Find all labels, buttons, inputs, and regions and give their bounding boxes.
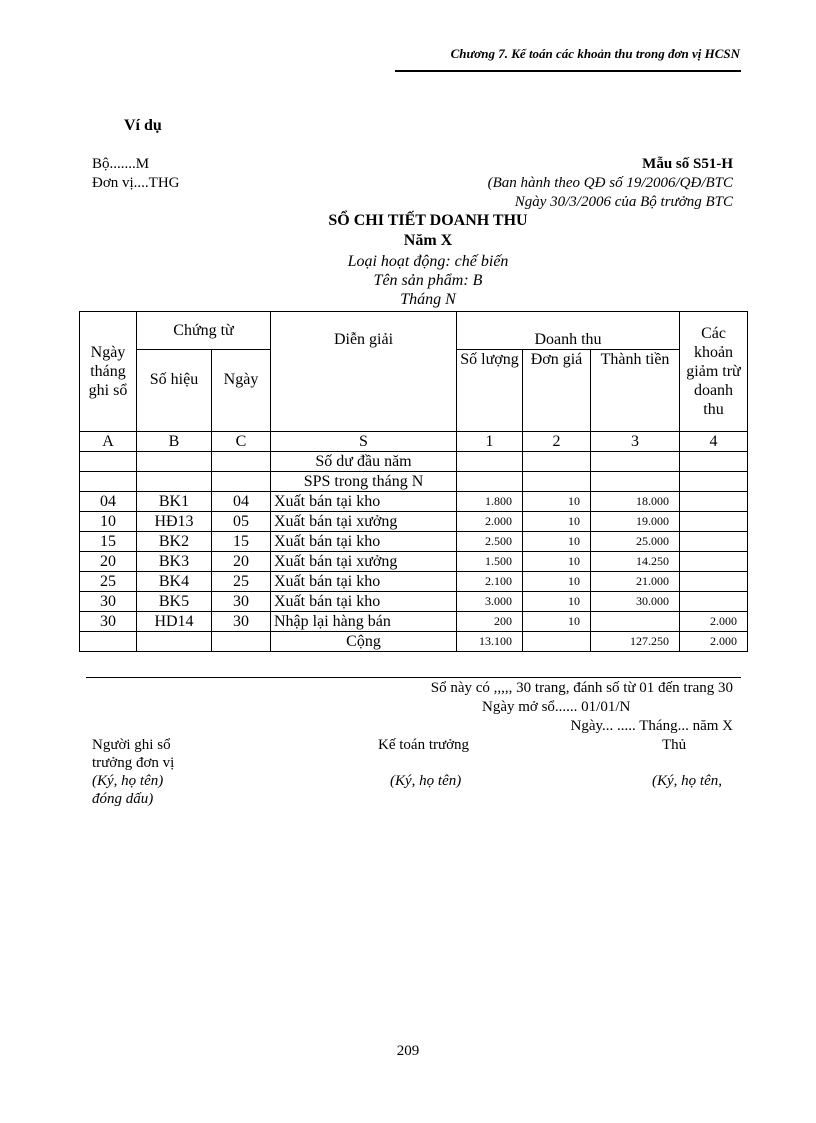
- row-voucher-day: 15: [212, 532, 271, 552]
- row-voucher-no: BK3: [137, 552, 212, 572]
- row-quantity: 1.500: [457, 552, 523, 572]
- chief-accountant-title: Kế toán trưởng: [378, 737, 470, 753]
- total-quantity: 13.100: [457, 632, 523, 652]
- header-revenue: Doanh thu: [457, 312, 680, 350]
- header-voucher-day: Ngày: [212, 350, 271, 432]
- recorder-title: Người ghi sổ: [92, 737, 171, 753]
- row-quantity: 2.500: [457, 532, 523, 552]
- form-issued-line2: Ngày 30/3/2006 của Bộ trưởng BTC: [514, 194, 733, 210]
- row-description: Xuất bán tại xưởng: [271, 512, 457, 532]
- row-voucher-no: BK4: [137, 572, 212, 592]
- code-cell: B: [137, 432, 212, 452]
- row-voucher-no: HĐ13: [137, 512, 212, 532]
- chapter-header: Chương 7. Kế toán các khoản thu trong đơn vị HCSN: [450, 46, 740, 61]
- total-amount: 127.250: [591, 632, 680, 652]
- activity-type: Loại hoạt động: chế biến: [347, 253, 509, 270]
- row-amount: 14.250: [591, 552, 680, 572]
- table-row: [80, 572, 748, 592]
- table-row: [80, 612, 748, 632]
- row-amount: 18.000: [591, 492, 680, 512]
- table-row: [80, 532, 748, 552]
- head-title-part2: trưởng đơn vị: [92, 755, 175, 771]
- row-deduction: [680, 552, 748, 572]
- code-cell: S: [271, 432, 457, 452]
- open-date: Ngày mở sổ...... 01/01/N: [482, 699, 631, 715]
- row-voucher-no: BK1: [137, 492, 212, 512]
- row-voucher-no: BK2: [137, 532, 212, 552]
- ledger-title: SỔ CHI TIẾT DOANH THU: [328, 212, 528, 229]
- head-title-part1: Thủ: [662, 737, 687, 753]
- row-description: Xuất bán tại kho: [271, 572, 457, 592]
- header-date: Ngày tháng ghi sổ: [80, 312, 137, 432]
- row-deduction: [680, 492, 748, 512]
- row-voucher-day: 25: [212, 572, 271, 592]
- row-unit-price: 10: [523, 532, 591, 552]
- total-deduction: 2.000: [680, 632, 748, 652]
- code-cell: C: [212, 432, 271, 452]
- header-unit-price: Đơn giá: [523, 350, 591, 432]
- accountant-signature-note: (Ký, họ tên): [390, 773, 462, 789]
- code-cell: 3: [591, 432, 680, 452]
- recorder-signature-note: (Ký, họ tên): [92, 773, 164, 789]
- row-amount: 19.000: [591, 512, 680, 532]
- row-quantity: 2.100: [457, 572, 523, 592]
- row-quantity: 200: [457, 612, 523, 632]
- ministry-label: Bộ.......M: [92, 156, 150, 172]
- row-unit-price: 10: [523, 492, 591, 512]
- row-amount: [591, 612, 680, 632]
- ledger-month: Tháng N: [400, 291, 456, 308]
- code-cell: 1: [457, 432, 523, 452]
- opening-balance-label: Số dư đầu năm: [271, 452, 457, 472]
- row-quantity: 3.000: [457, 592, 523, 612]
- row-description: Xuất bán tại kho: [271, 492, 457, 512]
- period-label: SPS trong tháng N: [271, 472, 457, 492]
- row-description: Xuất bán tại kho: [271, 532, 457, 552]
- form-code: Mẫu số S51-H: [642, 156, 733, 172]
- ledger-year: Năm X: [403, 232, 453, 249]
- row-deduction: [680, 592, 748, 612]
- table-row: [80, 592, 748, 612]
- row-date: 20: [80, 552, 137, 572]
- unit-label: Đơn vị....THG: [92, 175, 180, 191]
- row-voucher-day: 30: [212, 592, 271, 612]
- row-unit-price: 10: [523, 612, 591, 632]
- pages-note: Sổ này có ,,,,, 30 trang, đánh số từ 01 đến trang 30: [430, 680, 733, 696]
- example-title: Ví dụ: [124, 117, 162, 134]
- row-voucher-no: HD14: [137, 612, 212, 632]
- header-voucher: Chứng từ: [137, 312, 271, 350]
- table-row: [80, 492, 748, 512]
- row-voucher-no: BK5: [137, 592, 212, 612]
- header-description: Diễn giải: [271, 312, 457, 432]
- total-label: Cộng: [271, 632, 457, 652]
- header-deductions: Các khoản giảm trừ doanh thu: [680, 312, 748, 432]
- table-row: [80, 512, 748, 532]
- row-date: 04: [80, 492, 137, 512]
- page-number: 209: [396, 1043, 420, 1059]
- code-cell: A: [80, 432, 137, 452]
- row-description: Nhập lại hàng bán: [271, 612, 457, 632]
- product-name: Tên sản phẩm: B: [373, 272, 483, 289]
- row-description: Xuất bán tại xưởng: [271, 552, 457, 572]
- row-voucher-day: 20: [212, 552, 271, 572]
- row-deduction: [680, 572, 748, 592]
- row-voucher-day: 30: [212, 612, 271, 632]
- row-unit-price: 10: [523, 572, 591, 592]
- date-line: Ngày... ..... Tháng... năm X: [570, 718, 733, 734]
- footer-rule: [86, 677, 741, 678]
- row-unit-price: 10: [523, 552, 591, 572]
- header-rule: [395, 70, 741, 72]
- head-signature-note-part1: (Ký, họ tên,: [652, 773, 722, 789]
- header-amount: Thành tiền: [591, 350, 680, 432]
- table-row: [80, 552, 748, 572]
- row-date: 25: [80, 572, 137, 592]
- row-date: 30: [80, 592, 137, 612]
- row-amount: 30.000: [591, 592, 680, 612]
- row-unit-price: 10: [523, 592, 591, 612]
- row-date: 10: [80, 512, 137, 532]
- row-amount: 21.000: [591, 572, 680, 592]
- row-deduction: [680, 532, 748, 552]
- row-quantity: 1.800: [457, 492, 523, 512]
- row-date: 15: [80, 532, 137, 552]
- form-issued-line1: (Ban hành theo QĐ số 19/2006/QĐ/BTC: [487, 175, 733, 191]
- header-voucher-no: Số hiệu: [137, 350, 212, 432]
- code-cell: 2: [523, 432, 591, 452]
- code-cell: 4: [680, 432, 748, 452]
- row-amount: 25.000: [591, 532, 680, 552]
- row-voucher-day: 04: [212, 492, 271, 512]
- row-quantity: 2.000: [457, 512, 523, 532]
- row-deduction: [680, 512, 748, 532]
- row-unit-price: 10: [523, 512, 591, 532]
- row-date: 30: [80, 612, 137, 632]
- head-signature-note-part2: đóng dấu): [92, 791, 154, 807]
- total-row: [80, 632, 748, 652]
- revenue-ledger-table: [79, 311, 748, 652]
- row-voucher-day: 05: [212, 512, 271, 532]
- header-quantity: Số lượng: [457, 350, 523, 432]
- row-description: Xuất bán tại kho: [271, 592, 457, 612]
- row-deduction: 2.000: [680, 612, 748, 632]
